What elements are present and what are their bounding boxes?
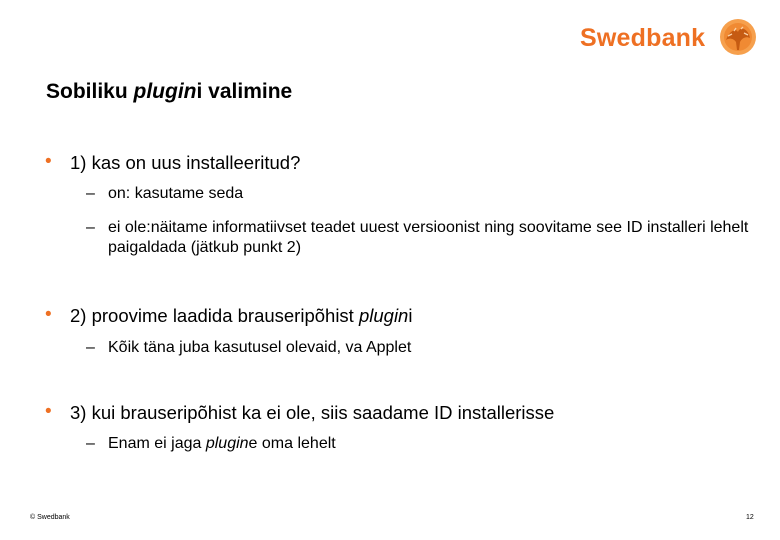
- sub-bullet-1-2-text: ei ole:näitame informatiivset teadet uuest versioonist ning soovitame see ID installeri lehelt paigaldada (jätkub punkt 2): [108, 219, 749, 256]
- sub-bullet-3-1-text-2: e oma lehelt: [248, 435, 336, 452]
- bullet-2: [45, 304, 413, 327]
- title-text-italic: plugin: [133, 80, 197, 103]
- sub-bullet-dash: –: [86, 185, 95, 202]
- bullet-1: [45, 151, 301, 174]
- sub-bullet-2-1: [86, 338, 668, 358]
- sub-bullet-dash: –: [86, 435, 95, 452]
- sub-bullet-1-2: [86, 218, 754, 258]
- oak-tree-emblem-icon: [718, 16, 758, 60]
- logo-text: Swedbank: [580, 24, 706, 52]
- bullet-dot: •: [45, 304, 52, 325]
- sub-bullet-1-1: [86, 184, 668, 204]
- page-number: 12: [746, 514, 754, 521]
- sub-bullet-1-1-text: on: kasutame seda: [108, 185, 244, 202]
- sub-bullet-2-1-text: Kõik täna juba kasutusel olevaid, va Applet: [108, 339, 412, 356]
- bullet-dot: •: [45, 151, 52, 172]
- footer-copyright: © Swedbank: [30, 514, 70, 521]
- page-title: [46, 80, 292, 104]
- swedbank-logo: [574, 14, 756, 64]
- sub-bullet-dash: –: [86, 339, 95, 356]
- bullet-2-italic: plugin: [358, 305, 409, 326]
- bullet-2-text: 2) proovime laadida brauseripõhist: [70, 305, 359, 326]
- title-text-1: Sobiliku: [46, 80, 134, 103]
- sub-bullet-3-1-italic: plugin: [205, 435, 249, 452]
- bullet-1-text: 1) kas on uus installeeritud?: [70, 152, 301, 173]
- bullet-3: [45, 401, 555, 424]
- bullet-dot: •: [45, 401, 52, 422]
- sub-bullet-3-1: [86, 434, 668, 454]
- sub-bullet-dash: –: [86, 219, 95, 236]
- bullet-3-text: 3) kui brauseripõhist ka ei ole, siis saadame ID installerisse: [70, 402, 555, 423]
- bullet-2-text-2: i: [408, 305, 413, 326]
- sub-bullet-3-1-text: Enam ei jaga: [108, 435, 206, 452]
- title-text-2: i valimine: [196, 80, 293, 103]
